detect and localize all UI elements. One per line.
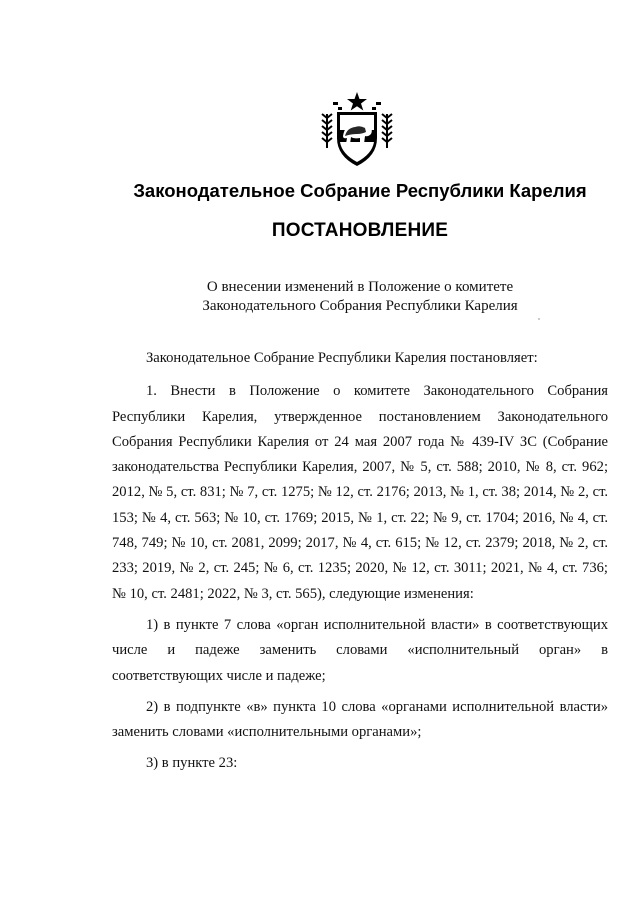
organization-title: Законодательное Собрание Республики Карелия — [133, 180, 587, 201]
document-type-heading: ПОСТАНОВЛЕНИЕ — [271, 220, 449, 241]
subject-line-2: Законодательного Собрания Республики Карелия — [202, 298, 518, 314]
item-3-paragraph: 3) в пункте 23: — [146, 755, 238, 772]
karelia-coat-of-arms-icon — [321, 90, 393, 168]
intro-paragraph: Законодательное Собрание Республики Карелия постановляет: — [146, 350, 538, 366]
item-1-paragraph: 1) в пункте 7 слова «орган исполнительной власти» в соответствующих числе и падеже заменить словами «исполнительный орган» в соответствующих числе и падеже; — [112, 616, 608, 684]
document-subject — [0, 278, 640, 316]
subject-line-1: О внесении изменений в Положение о комитете — [206, 279, 514, 295]
scan-speck — [538, 318, 540, 320]
item-2-paragraph: 2) в подпункте «в» пункта 10 слова «органами исполнительной власти» заменить словами «исполнительными органами»; — [112, 698, 608, 741]
document-body — [112, 346, 608, 777]
clause-1-paragraph: 1. Внести в Положение о комитете Законодательного Собрания Республики Карелия, утвержденное постановлением Законодательного Собрания Республики Карелия от 24 мая 2007 года № 439-IV ЗС (Собрание законодательства Республики Карелия, 2007, № 5, ст. 588; 2010, № 8, ст. 962; 2012, № 5, ст. 831; № 7, ст. 1275; № 12, ст. 2176; 2013, № 1, ст. 38; 2014, № 2, ст. 153; № 4, ст. 563; № 10, ст. 1769; 2015, № 1, ст. 22; № 9, ст. 1704; 2016, № 4, ст. 748, 749; № 10, ст. 2081, 2099; 2017, № 4, ст. 615; № 12, ст. 2379; 2018, № 2, ст. 233; 2019, № 2, ст. 245; № 6, ст. 1235; 2020, № 12, ст. 3011; 2021, № 4, ст. 736; № 10, ст. 2481; 2022, № 3, ст. 565), следующие изменения: — [112, 383, 608, 602]
